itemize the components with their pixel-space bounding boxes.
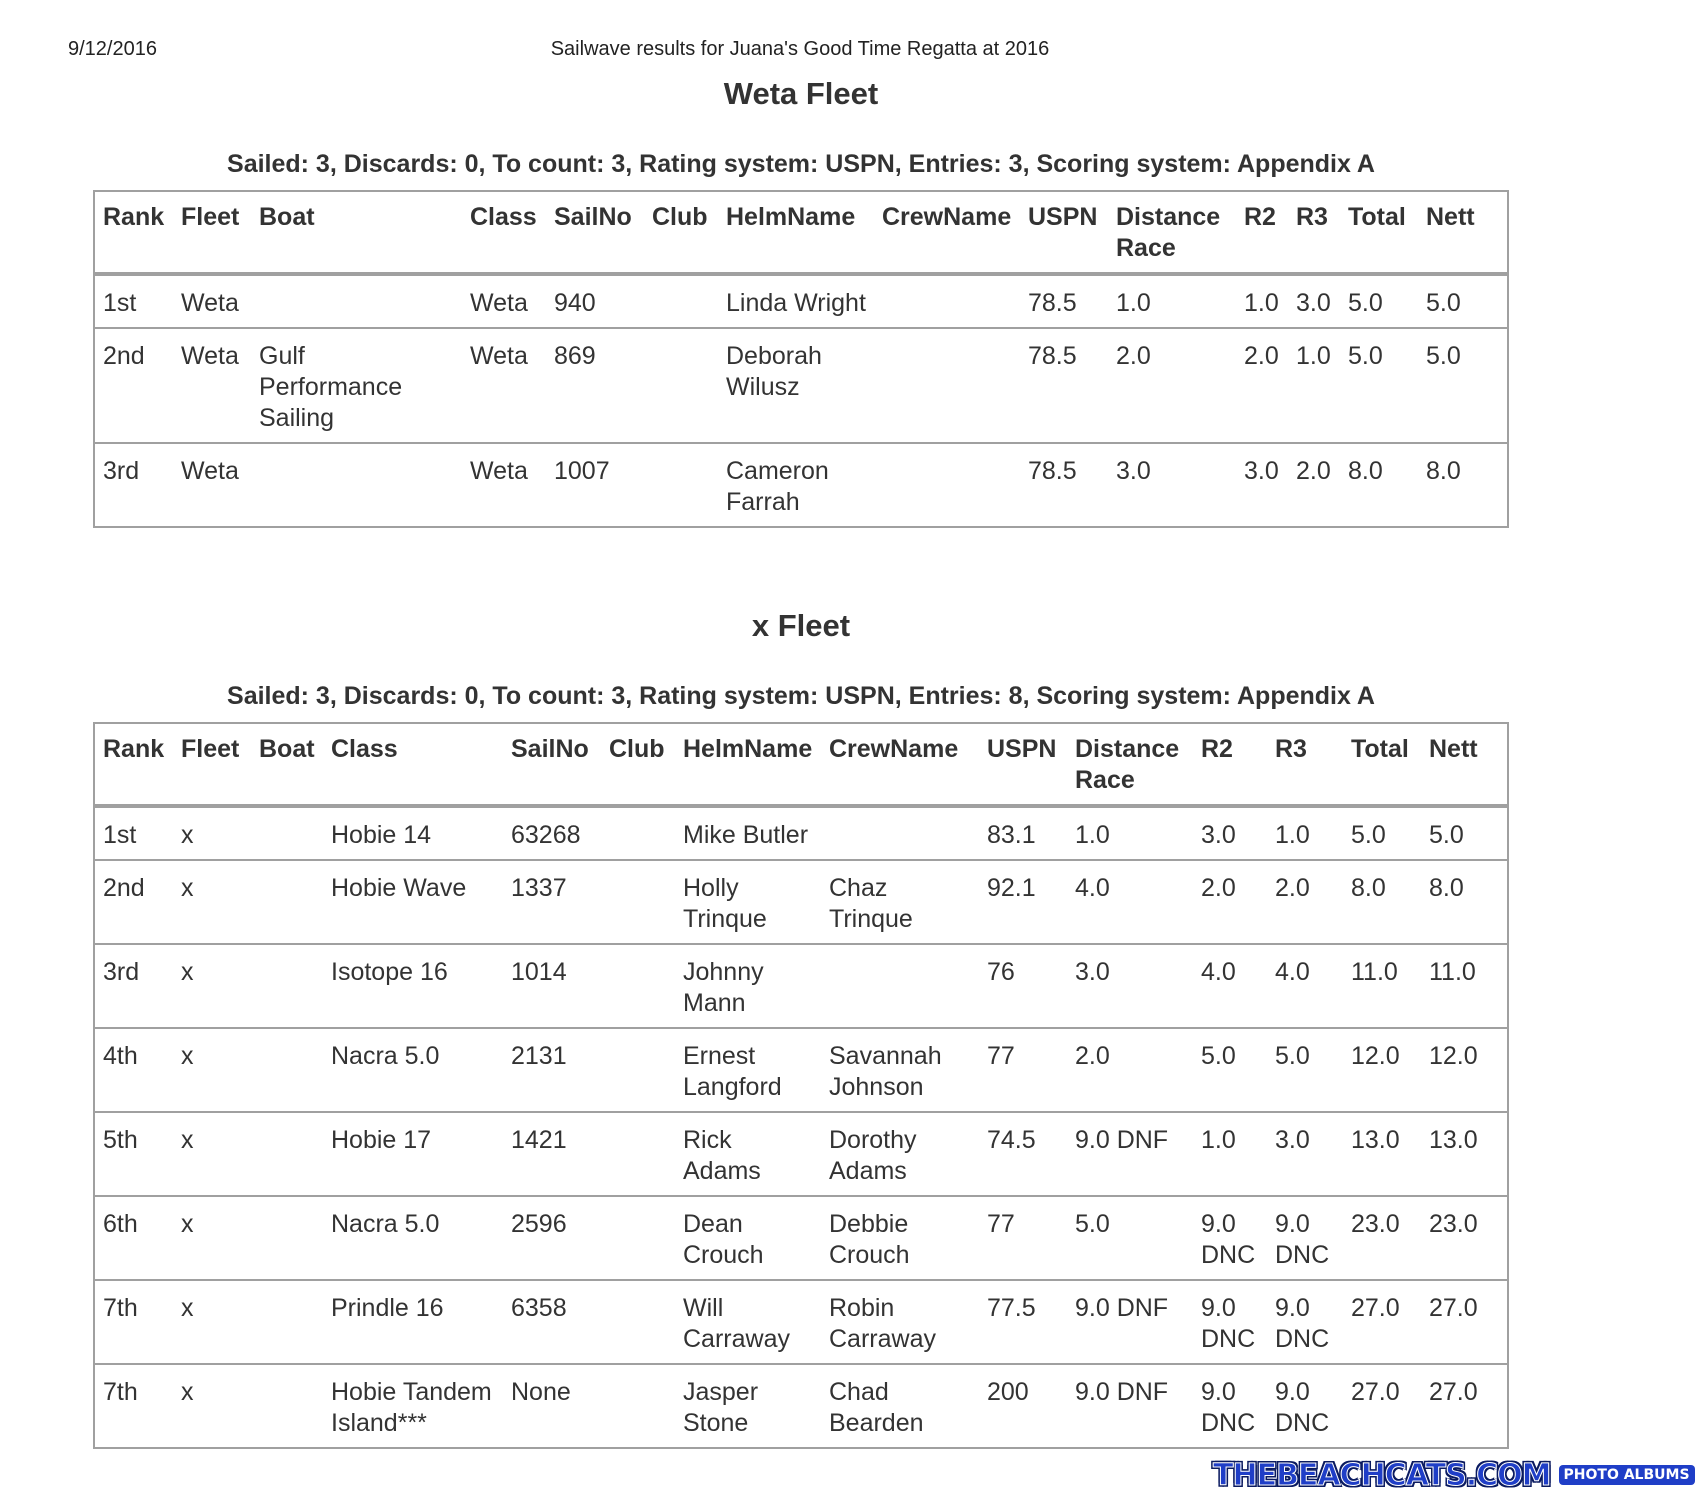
cell-distance-race: 1.0	[1108, 274, 1236, 328]
cell-class: Prindle 16	[323, 1280, 503, 1364]
cell-crewname: Savannah Johnson	[821, 1028, 979, 1112]
cell-total: 23.0	[1343, 1196, 1421, 1280]
cell-sailno: None	[503, 1364, 601, 1448]
column-header-class: Class	[323, 723, 503, 806]
cell-helmname: Mike Butler	[675, 806, 821, 860]
cell-rank: 3rd	[94, 443, 173, 527]
column-header-distance-race: Distance Race	[1067, 723, 1193, 806]
column-header-r3: R3	[1267, 723, 1343, 806]
cell-fleet: x	[173, 944, 251, 1028]
cell-fleet: x	[173, 1364, 251, 1448]
cell-helmname: Ernest Langford	[675, 1028, 821, 1112]
cell-rank: 4th	[94, 1028, 173, 1112]
cell-helmname: Dean Crouch	[675, 1196, 821, 1280]
cell-crewname: Chad Bearden	[821, 1364, 979, 1448]
cell-total: 11.0	[1343, 944, 1421, 1028]
column-header-helmname: HelmName	[718, 191, 874, 274]
cell-rank: 2nd	[94, 860, 173, 944]
cell-sailno: 6358	[503, 1280, 601, 1364]
cell-crewname	[874, 328, 1020, 443]
cell-club	[601, 1196, 675, 1280]
column-header-fleet: Fleet	[173, 723, 251, 806]
cell-r3: 1.0	[1267, 806, 1343, 860]
cell-r2: 1.0	[1236, 274, 1288, 328]
cell-nett: 13.0	[1421, 1112, 1508, 1196]
cell-r2: 2.0	[1236, 328, 1288, 443]
logo-text: THEBEACHCATS.COM	[1213, 1458, 1551, 1493]
cell-total: 27.0	[1343, 1364, 1421, 1448]
cell-class: Nacra 5.0	[323, 1028, 503, 1112]
cell-uspn: 76	[979, 944, 1067, 1028]
cell-club	[644, 443, 718, 527]
cell-nett: 5.0	[1421, 806, 1508, 860]
cell-rank: 1st	[94, 274, 173, 328]
results-table	[93, 722, 1509, 1449]
table-row	[94, 443, 1508, 527]
column-header-uspn: USPN	[979, 723, 1067, 806]
cell-helmname: Holly Trinque	[675, 860, 821, 944]
table-row	[94, 1028, 1508, 1112]
column-header-total: Total	[1343, 723, 1421, 806]
cell-club	[601, 860, 675, 944]
cell-r3: 3.0	[1267, 1112, 1343, 1196]
fleet-title: x Fleet	[751, 608, 851, 643]
cell-r3: 9.0 DNC	[1267, 1280, 1343, 1364]
table-row	[94, 274, 1508, 328]
cell-helmname: Johnny Mann	[675, 944, 821, 1028]
cell-r3: 2.0	[1288, 443, 1340, 527]
cell-club	[601, 1280, 675, 1364]
print-date: 9/12/2016	[68, 38, 157, 60]
cell-nett: 8.0	[1418, 443, 1508, 527]
logo-subtext: PHOTO ALBUMS	[1559, 1465, 1695, 1485]
cell-sailno: 1014	[503, 944, 601, 1028]
cell-uspn: 200	[979, 1364, 1067, 1448]
cell-uspn: 78.5	[1020, 443, 1108, 527]
cell-helmname: Jasper Stone	[675, 1364, 821, 1448]
cell-uspn: 92.1	[979, 860, 1067, 944]
cell-r2: 9.0 DNC	[1193, 1280, 1267, 1364]
cell-uspn: 77	[979, 1196, 1067, 1280]
column-header-r2: R2	[1236, 191, 1288, 274]
table-row	[94, 806, 1508, 860]
column-header-club: Club	[644, 191, 718, 274]
cell-r2: 3.0	[1236, 443, 1288, 527]
cell-nett: 8.0	[1421, 860, 1508, 944]
cell-boat	[251, 944, 323, 1028]
cell-class: Hobie 14	[323, 806, 503, 860]
cell-total: 5.0	[1340, 328, 1418, 443]
cell-r2: 5.0	[1193, 1028, 1267, 1112]
cell-r3: 5.0	[1267, 1028, 1343, 1112]
cell-r3: 4.0	[1267, 944, 1343, 1028]
cell-class: Isotope 16	[323, 944, 503, 1028]
cell-club	[601, 1028, 675, 1112]
cell-total: 5.0	[1340, 274, 1418, 328]
table-header-row	[94, 191, 1508, 274]
column-header-distance-race: Distance Race	[1108, 191, 1236, 274]
table-header-row	[94, 723, 1508, 806]
cell-fleet: x	[173, 806, 251, 860]
table-row	[94, 860, 1508, 944]
cell-rank: 7th	[94, 1364, 173, 1448]
cell-uspn: 78.5	[1020, 328, 1108, 443]
cell-nett: 5.0	[1418, 328, 1508, 443]
cell-crewname: Debbie Crouch	[821, 1196, 979, 1280]
column-header-crewname: CrewName	[821, 723, 979, 806]
cell-nett: 27.0	[1421, 1280, 1508, 1364]
table-row	[94, 1280, 1508, 1364]
cell-sailno: 2131	[503, 1028, 601, 1112]
cell-r2: 3.0	[1193, 806, 1267, 860]
cell-r2: 9.0 DNC	[1193, 1364, 1267, 1448]
cell-distance-race: 5.0	[1067, 1196, 1193, 1280]
cell-crewname	[821, 944, 979, 1028]
column-header-r2: R2	[1193, 723, 1267, 806]
cell-sailno: 1007	[546, 443, 644, 527]
fleet-title: Weta Fleet	[723, 76, 879, 111]
cell-boat	[251, 1364, 323, 1448]
cell-class: Hobie Wave	[323, 860, 503, 944]
cell-uspn: 77.5	[979, 1280, 1067, 1364]
column-header-sailno: SailNo	[546, 191, 644, 274]
weta-fleet-section	[93, 74, 1509, 528]
cell-distance-race: 9.0 DNF	[1067, 1112, 1193, 1196]
cell-r3: 9.0 DNC	[1267, 1196, 1343, 1280]
cell-fleet: x	[173, 860, 251, 944]
cell-crewname: Robin Carraway	[821, 1280, 979, 1364]
cell-helmname: Deborah Wilusz	[718, 328, 874, 443]
cell-uspn: 78.5	[1020, 274, 1108, 328]
cell-boat	[251, 274, 462, 328]
cell-fleet: x	[173, 1028, 251, 1112]
cell-crewname	[821, 806, 979, 860]
cell-sailno: 1421	[503, 1112, 601, 1196]
cell-fleet: Weta	[173, 328, 251, 443]
cell-nett: 11.0	[1421, 944, 1508, 1028]
cell-class: Hobie 17	[323, 1112, 503, 1196]
cell-distance-race: 9.0 DNF	[1067, 1364, 1193, 1448]
fleet-summary: Sailed: 3, Discards: 0, To count: 3, Rating system: USPN, Entries: 8, Scoring system: Appendix A	[227, 682, 1375, 710]
cell-crewname: Chaz Trinque	[821, 860, 979, 944]
column-header-helmname: HelmName	[675, 723, 821, 806]
print-header	[0, 38, 1600, 64]
table-row	[94, 328, 1508, 443]
cell-boat	[251, 1196, 323, 1280]
cell-r2: 2.0	[1193, 860, 1267, 944]
column-header-uspn: USPN	[1020, 191, 1108, 274]
cell-distance-race: 4.0	[1067, 860, 1193, 944]
cell-nett: 27.0	[1421, 1364, 1508, 1448]
cell-boat	[251, 443, 462, 527]
cell-uspn: 74.5	[979, 1112, 1067, 1196]
cell-crewname	[874, 443, 1020, 527]
cell-total: 8.0	[1340, 443, 1418, 527]
cell-sailno: 63268	[503, 806, 601, 860]
cell-fleet: Weta	[173, 443, 251, 527]
cell-class: Weta	[462, 274, 546, 328]
results-table	[93, 190, 1509, 528]
cell-club	[601, 1112, 675, 1196]
cell-class: Hobie Tandem Island***	[323, 1364, 503, 1448]
cell-class: Weta	[462, 328, 546, 443]
cell-nett: 23.0	[1421, 1196, 1508, 1280]
cell-total: 13.0	[1343, 1112, 1421, 1196]
cell-sailno: 2596	[503, 1196, 601, 1280]
column-header-total: Total	[1340, 191, 1418, 274]
cell-rank: 7th	[94, 1280, 173, 1364]
cell-boat: Gulf Performance Sailing	[251, 328, 462, 443]
cell-distance-race: 3.0	[1067, 944, 1193, 1028]
column-header-sailno: SailNo	[503, 723, 601, 806]
cell-crewname	[874, 274, 1020, 328]
column-header-class: Class	[462, 191, 546, 274]
cell-helmname: Linda Wright	[718, 274, 874, 328]
cell-boat	[251, 1280, 323, 1364]
x-fleet-section	[93, 606, 1509, 1449]
cell-fleet: x	[173, 1280, 251, 1364]
cell-uspn: 83.1	[979, 806, 1067, 860]
cell-rank: 1st	[94, 806, 173, 860]
cell-club	[601, 944, 675, 1028]
cell-rank: 6th	[94, 1196, 173, 1280]
fleet-summary: Sailed: 3, Discards: 0, To count: 3, Rating system: USPN, Entries: 3, Scoring system: Appendix A	[227, 150, 1375, 178]
cell-nett: 5.0	[1418, 274, 1508, 328]
column-header-rank: Rank	[94, 723, 173, 806]
print-title: Sailwave results for Juana's Good Time Regatta at 2016	[550, 38, 1050, 60]
cell-nett: 12.0	[1421, 1028, 1508, 1112]
cell-rank: 2nd	[94, 328, 173, 443]
cell-sailno: 1337	[503, 860, 601, 944]
cell-crewname: Dorothy Adams	[821, 1112, 979, 1196]
cell-fleet: x	[173, 1196, 251, 1280]
cell-distance-race: 3.0	[1108, 443, 1236, 527]
cell-helmname: Cameron Farrah	[718, 443, 874, 527]
column-header-club: Club	[601, 723, 675, 806]
cell-club	[601, 1364, 675, 1448]
cell-total: 12.0	[1343, 1028, 1421, 1112]
cell-sailno: 940	[546, 274, 644, 328]
cell-total: 8.0	[1343, 860, 1421, 944]
watermark-logo	[1213, 1458, 1695, 1496]
cell-fleet: x	[173, 1112, 251, 1196]
cell-club	[644, 274, 718, 328]
cell-rank: 5th	[94, 1112, 173, 1196]
table-row	[94, 944, 1508, 1028]
cell-boat	[251, 1112, 323, 1196]
cell-uspn: 77	[979, 1028, 1067, 1112]
column-header-boat: Boat	[251, 191, 462, 274]
cell-sailno: 869	[546, 328, 644, 443]
cell-r2: 9.0 DNC	[1193, 1196, 1267, 1280]
cell-fleet: Weta	[173, 274, 251, 328]
cell-boat	[251, 1028, 323, 1112]
cell-r2: 4.0	[1193, 944, 1267, 1028]
column-header-boat: Boat	[251, 723, 323, 806]
column-header-fleet: Fleet	[173, 191, 251, 274]
cell-r3: 2.0	[1267, 860, 1343, 944]
cell-helmname: Rick Adams	[675, 1112, 821, 1196]
cell-total: 5.0	[1343, 806, 1421, 860]
table-row	[94, 1112, 1508, 1196]
column-header-nett: Nett	[1421, 723, 1508, 806]
table-row	[94, 1196, 1508, 1280]
cell-distance-race: 9.0 DNF	[1067, 1280, 1193, 1364]
table-row	[94, 1364, 1508, 1448]
cell-r3: 9.0 DNC	[1267, 1364, 1343, 1448]
cell-total: 27.0	[1343, 1280, 1421, 1364]
cell-boat	[251, 860, 323, 944]
cell-r3: 3.0	[1288, 274, 1340, 328]
column-header-r3: R3	[1288, 191, 1340, 274]
cell-boat	[251, 806, 323, 860]
cell-class: Weta	[462, 443, 546, 527]
cell-r3: 1.0	[1288, 328, 1340, 443]
cell-club	[644, 328, 718, 443]
column-header-rank: Rank	[94, 191, 173, 274]
cell-club	[601, 806, 675, 860]
cell-distance-race: 2.0	[1067, 1028, 1193, 1112]
cell-rank: 3rd	[94, 944, 173, 1028]
cell-distance-race: 1.0	[1067, 806, 1193, 860]
cell-class: Nacra 5.0	[323, 1196, 503, 1280]
cell-r2: 1.0	[1193, 1112, 1267, 1196]
cell-helmname: Will Carraway	[675, 1280, 821, 1364]
column-header-nett: Nett	[1418, 191, 1508, 274]
cell-distance-race: 2.0	[1108, 328, 1236, 443]
column-header-crewname: CrewName	[874, 191, 1020, 274]
